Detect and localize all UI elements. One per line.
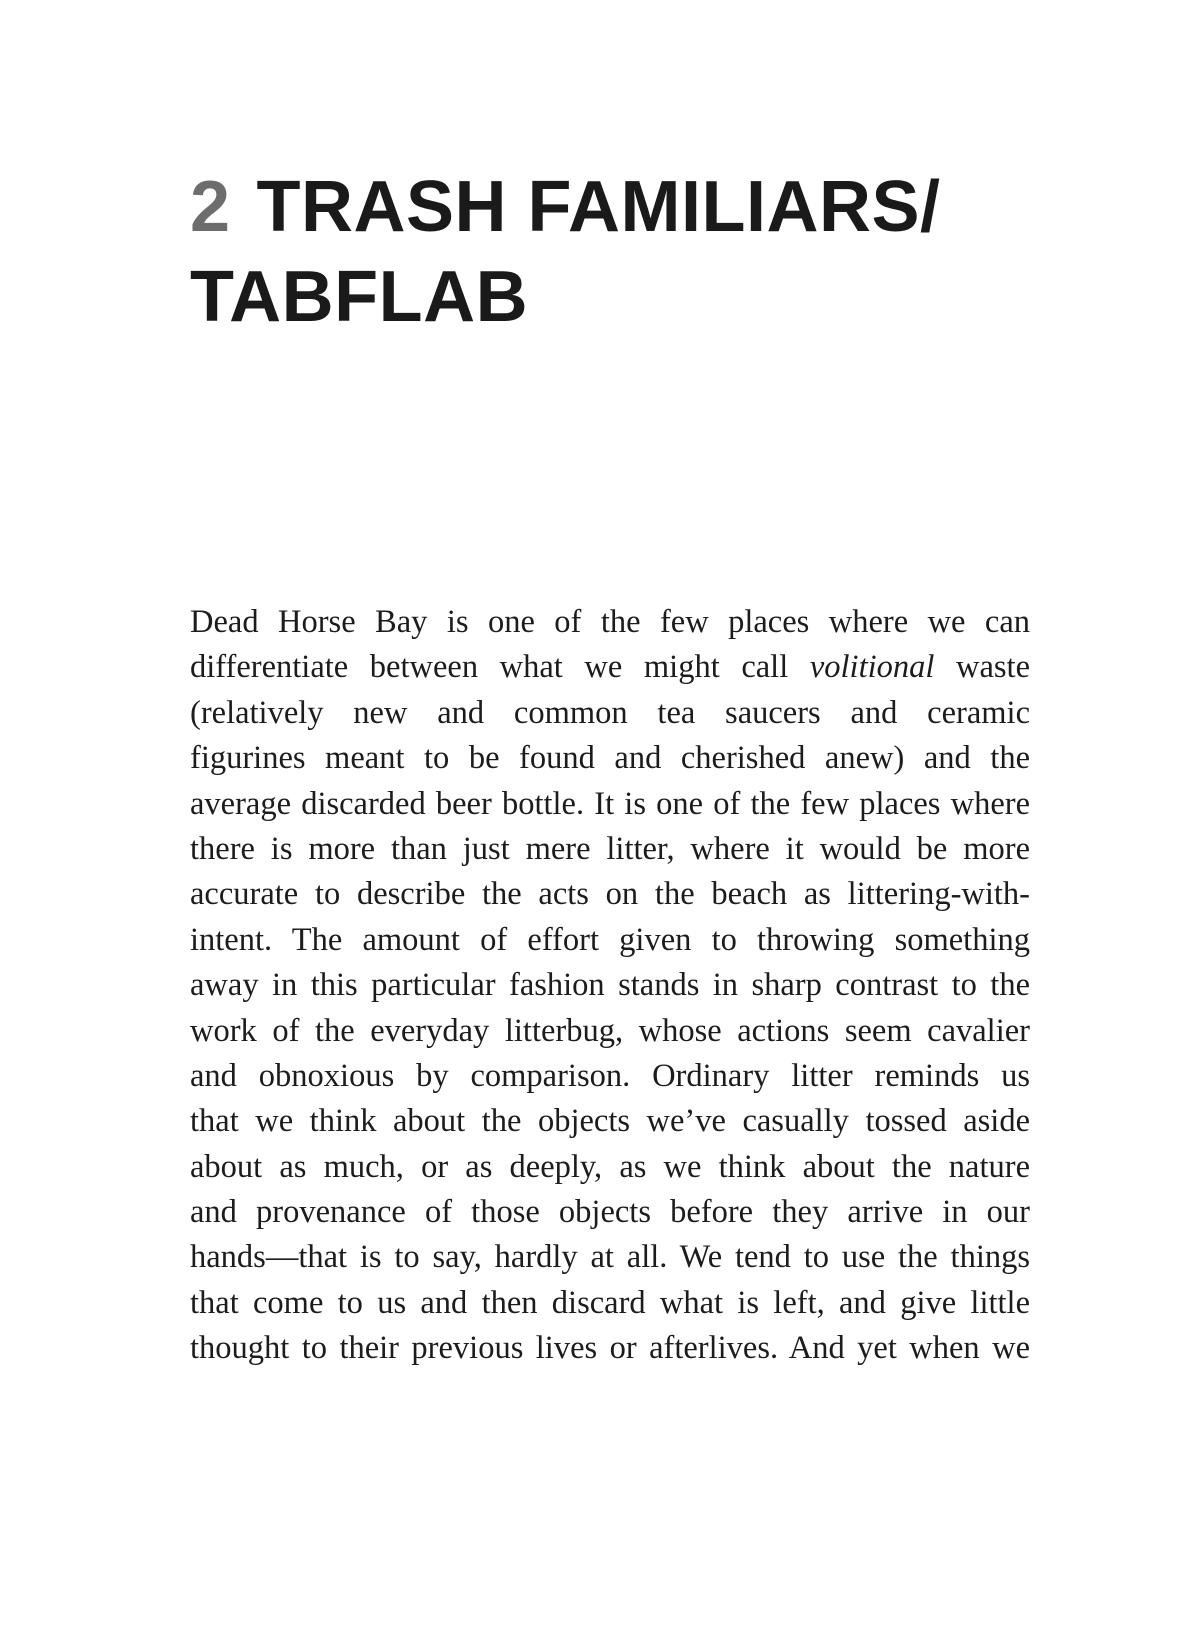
- body-text-segment: (relatively new and common tea saucers and ceramic: [190, 694, 1030, 731]
- body-text-segment: there is more than just mere litter, where it would be more: [190, 830, 1030, 867]
- body-line: [190, 736, 1030, 781]
- italic-term: volitional: [809, 649, 935, 686]
- body-text-segment: and provenance of those objects before they arrive in our: [190, 1194, 1030, 1231]
- body-line: [190, 1145, 1030, 1190]
- body-text-segment: figurines meant to be found and cherished anew) and the: [190, 740, 1030, 777]
- body-text-segment: hands—that is to say, hardly at all. We tend to use the things: [190, 1239, 1030, 1276]
- chapter-heading: [190, 162, 1050, 342]
- body-line: [190, 827, 1030, 872]
- body-line: [190, 1054, 1030, 1099]
- body-line: [190, 1190, 1030, 1235]
- body-paragraph: [190, 600, 1030, 1372]
- body-line: [190, 1281, 1030, 1326]
- body-line: [190, 782, 1030, 827]
- body-line: [190, 691, 1030, 736]
- body-text-segment: differentiate between what we might call: [190, 649, 810, 686]
- body-text-segment: Dead Horse Bay is one of the few places where we can: [190, 604, 1030, 640]
- body-text-segment: that come to us and then discard what is left, and give little: [190, 1284, 1030, 1321]
- body-line: [190, 645, 1030, 690]
- body-line: [190, 1099, 1030, 1144]
- chapter-title-line-1: TRASH FAMILIARS/: [256, 167, 941, 247]
- body-line: [190, 600, 1030, 645]
- body-line: [190, 1235, 1030, 1280]
- body-line: [190, 872, 1030, 917]
- chapter-number: 2: [190, 167, 231, 247]
- body-line: [190, 963, 1030, 1008]
- body-text-segment: work of the everyday litterbug, whose actions seem cavalier: [190, 1012, 1030, 1049]
- body-text-segment: that we think about the objects we’ve casually tossed aside: [190, 1103, 1030, 1140]
- body-text-segment: average discarded beer bottle. It is one of the few places where: [190, 785, 1030, 822]
- body-line: [190, 918, 1030, 963]
- body-text-segment: away in this particular fashion stands in sharp contrast to the: [190, 967, 1030, 1004]
- body-line: [190, 1326, 1030, 1371]
- body-text-segment: and obnoxious by comparison. Ordinary litter reminds us: [190, 1057, 1030, 1094]
- body-text-segment: accurate to describe the acts on the beach as littering-with-: [190, 876, 1030, 913]
- body-text-segment: about as much, or as deeply, as we think about the nature: [190, 1148, 1030, 1185]
- body-text-segment: thought to their previous lives or afterlives. And yet when we: [190, 1330, 1030, 1367]
- body-text-segment: intent. The amount of effort given to throwing something: [190, 921, 1030, 958]
- chapter-title-line-2: TABFLAB: [190, 257, 529, 337]
- body-line: [190, 1009, 1030, 1054]
- body-text-segment: waste: [934, 649, 1030, 686]
